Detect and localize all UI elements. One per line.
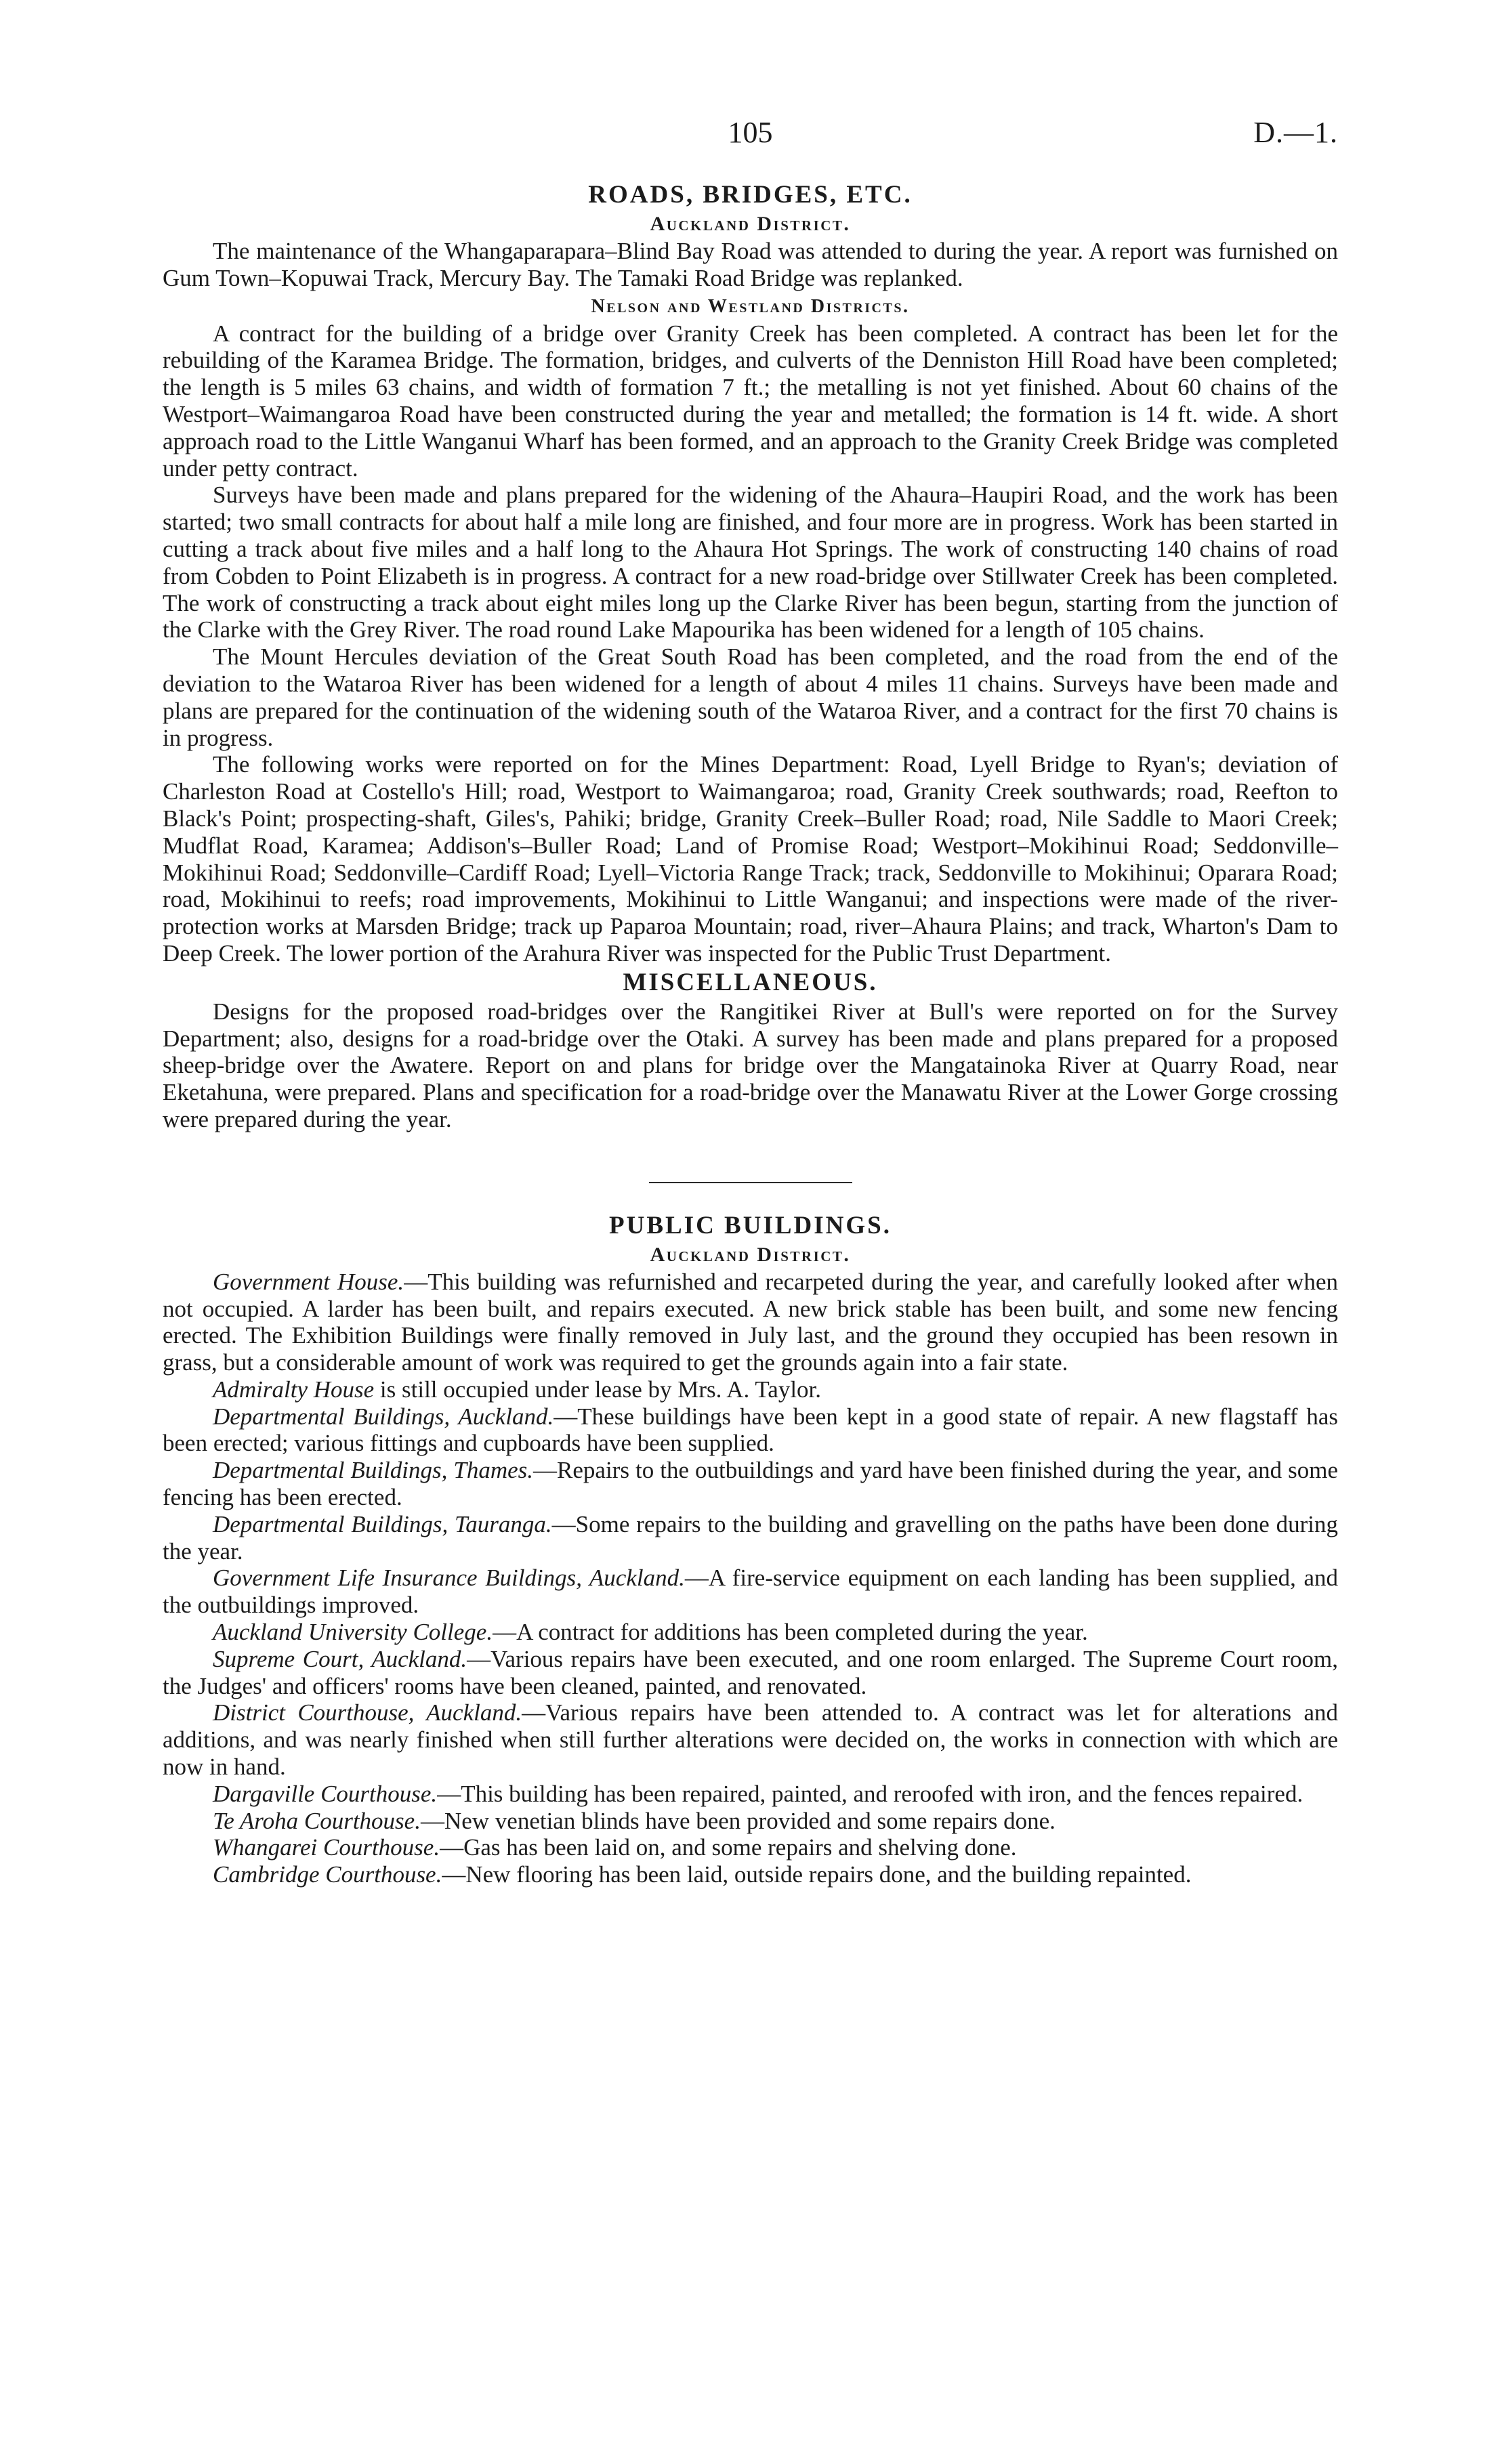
building-entry [163, 1619, 1338, 1646]
building-text: —New venetian blinds have been provided and some repairs done. [420, 1807, 1056, 1834]
building-entry [163, 1834, 1338, 1861]
building-name: Supreme Court, Auckland. [213, 1645, 467, 1672]
paragraph: The Mount Hercules deviation of the Great South Road has been completed, and the road from the end of the deviation to the Wataroa River has been widened for a length of about 4 miles 11 chains. Surveys have been made and plans are prepared for the continuation of the widening south of the Wataroa River, and a contract for the first 70 chains is in progress. [163, 643, 1338, 751]
building-name: Government Life Insurance Buildings, Auckland. [213, 1565, 685, 1592]
series-code: D.—1. [1253, 116, 1338, 149]
building-name: Cambridge Courthouse. [213, 1861, 442, 1888]
subheading-auckland-district: Auckland District. [650, 213, 851, 235]
section-title-miscellaneous: MISCELLANEOUS. [623, 968, 878, 996]
building-name: Auckland University College. [213, 1619, 493, 1646]
building-entry [163, 1808, 1338, 1835]
building-text: —This building was refurnished and recarpeted during the year, and carefully looked after when not occupied. A larder has been built, and repairs executed. A new brick stable has been built, and some new fencing erected. The Exhibition Buildings were finally removed in July last, and the ground they occupied has been resown in grass, but a considerable amount of work was required to get the grounds again into a fair state. [163, 1268, 1338, 1376]
building-text: —A fire-service equipment on each landing has been supplied, and the outbuildings improved. [163, 1565, 1338, 1619]
building-name: Te Aroha Courthouse. [213, 1807, 421, 1834]
paragraph: The maintenance of the Whangaparapara–Blind Bay Road was attended to during the year. A report was furnished on Gum Town–Kopuwai Track, Mercury Bay. The Tamaki Road Bridge was replanked. [163, 238, 1338, 291]
building-text: —Some repairs to the building and gravelling on the paths have been done during the year. [163, 1510, 1338, 1565]
building-entry [163, 1646, 1338, 1700]
building-text: —A contract for additions has been completed during the year. [493, 1619, 1088, 1646]
building-entry [163, 1403, 1338, 1458]
building-entry [163, 1861, 1338, 1888]
building-text: —Repairs to the outbuildings and yard have been finished during the year, and some fencing has been erected. [163, 1457, 1338, 1511]
building-entry [163, 1457, 1338, 1511]
paragraph: A contract for the building of a bridge over Granity Creek has been completed. A contract has been let for the rebuilding of the Karamea Bridge. The formation, bridges, and culverts of the Denniston Hill Road have been completed; the length is 5 miles 63 chains, and width of formation 7 ft.; the metalling is not yet finished. About 60 chains of the Westport–Waimangaroa Road have been constructed during the year and metalled; the formation is 14 ft. wide. A short approach road to the Little Wanganui Wharf has been formed, and an approach to the Granity Creek Bridge was completed under petty contract. [163, 320, 1338, 482]
building-entry [163, 1511, 1338, 1565]
paragraph: The following works were reported on for the Mines Department: Road, Lyell Bridge to Ryan's; deviation of Charleston Road at Costello's Hill; road, Westport to Waimangaroa; road, Granity Creek southwards; road, Reefton to Black's Point; prospecting-shaft, Giles's, Pahiki; bridge, Granity Creek–Buller Road; road, Nile Saddle to Maori Creek; Mudflat Road, Karamea; Addison's–Buller Road; Land of Promise Road; Westport–Mokihinui Road; Seddonville–Mokihinui Road; Seddonville–Cardiff Road; Lyell–Victoria Range Track; track, Seddonville to Mokihinui; Oparara Road; road, Mokihinui to reefs; road improvements, Mokihinui to Little Wanganui; and inspections were made of the river-protection works at Marsden Bridge; track up Paparoa Mountain; road, river–Ahaura Plains; and track, Wharton's Dam to Deep Creek. The lower portion of the Arahura River was inspected for the Public Trust Department. [163, 751, 1338, 967]
section-title-roads: ROADS, BRIDGES, ETC. [588, 181, 913, 209]
building-entry [163, 1376, 1338, 1403]
building-name: Dargaville Courthouse. [213, 1780, 438, 1807]
section-title-public-buildings: PUBLIC BUILDINGS. [609, 1211, 892, 1239]
building-entry [163, 1699, 1338, 1780]
paragraph: Designs for the proposed road-bridges over the Rangitikei River at Bull's were reported on for the Survey Department; also, designs for a road-bridge over the Otaki. A survey has been made and plans prepared for a proposed sheep-bridge over the Awatere. Report on and plans for bridge over the Mangatainoka River at Quarry Road, near Eketahuna, were prepared. Plans and specification for a road-bridge over the Manawatu River at the Lower Gorge crossing were prepared during the year. [163, 998, 1338, 1132]
subheading-auckland-district: Auckland District. [650, 1243, 851, 1266]
building-text: is still occupied under lease by Mrs. A. Taylor. [374, 1376, 822, 1403]
building-name: Government House. [213, 1268, 404, 1295]
building-entry [163, 1781, 1338, 1808]
building-entry [163, 1269, 1338, 1376]
page-header [163, 115, 1338, 156]
building-name: Departmental Buildings, Thames. [213, 1457, 534, 1484]
building-name: Departmental Buildings, Auckland. [213, 1403, 554, 1430]
building-name: Departmental Buildings, Tauranga. [213, 1510, 552, 1537]
building-text: —These buildings have been kept in a good state of repair. A new flagstaff has been erected; various fittings and cupboards have been supplied. [163, 1403, 1338, 1457]
building-text: —This building has been repaired, painted, and reroofed with iron, and the fences repaired. [437, 1780, 1303, 1807]
page-number: 105 [728, 116, 773, 149]
building-text: —Various repairs have been executed, and one room enlarged. The Supreme Court room, the Judges' and officers' rooms have been cleaned, painted, and renovated. [163, 1645, 1338, 1699]
page-body [163, 179, 1338, 1888]
section-divider [649, 1182, 852, 1183]
paragraph: Surveys have been made and plans prepared for the widening of the Ahaura–Haupiri Road, and the work has been started; two small contracts for about half a mile long are finished, and four more are in progress. Work has been started in cutting a track about five miles and a half long to the Ahaura Hot Springs. The work of constructing 140 chains of road from Cobden to Point Elizabeth is in progress. A contract for a new road-bridge over Stillwater Creek has been completed. The work of constructing a track about eight miles long up the Clarke River has been begun, starting from the junction of the Clarke with the Grey River. The road round Lake Mapourika has been widened for a length of 105 chains. [163, 482, 1338, 643]
building-text: —Various repairs have been attended to. A contract was let for alterations and additions, and was nearly finished when still further alterations were decided on, the works in connection with which are now in hand. [163, 1699, 1338, 1781]
building-text: —New flooring has been laid, outside repairs done, and the building repainted. [442, 1861, 1192, 1888]
building-text: —Gas has been laid on, and some repairs and shelving done. [440, 1834, 1017, 1861]
building-name: District Courthouse, Auckland. [213, 1699, 522, 1726]
subheading-nelson-westland: Nelson and Westland Districts. [591, 295, 910, 317]
building-name: Whangarei Courthouse. [213, 1834, 440, 1861]
building-entry [163, 1565, 1338, 1619]
building-name: Admiralty House [213, 1376, 375, 1403]
